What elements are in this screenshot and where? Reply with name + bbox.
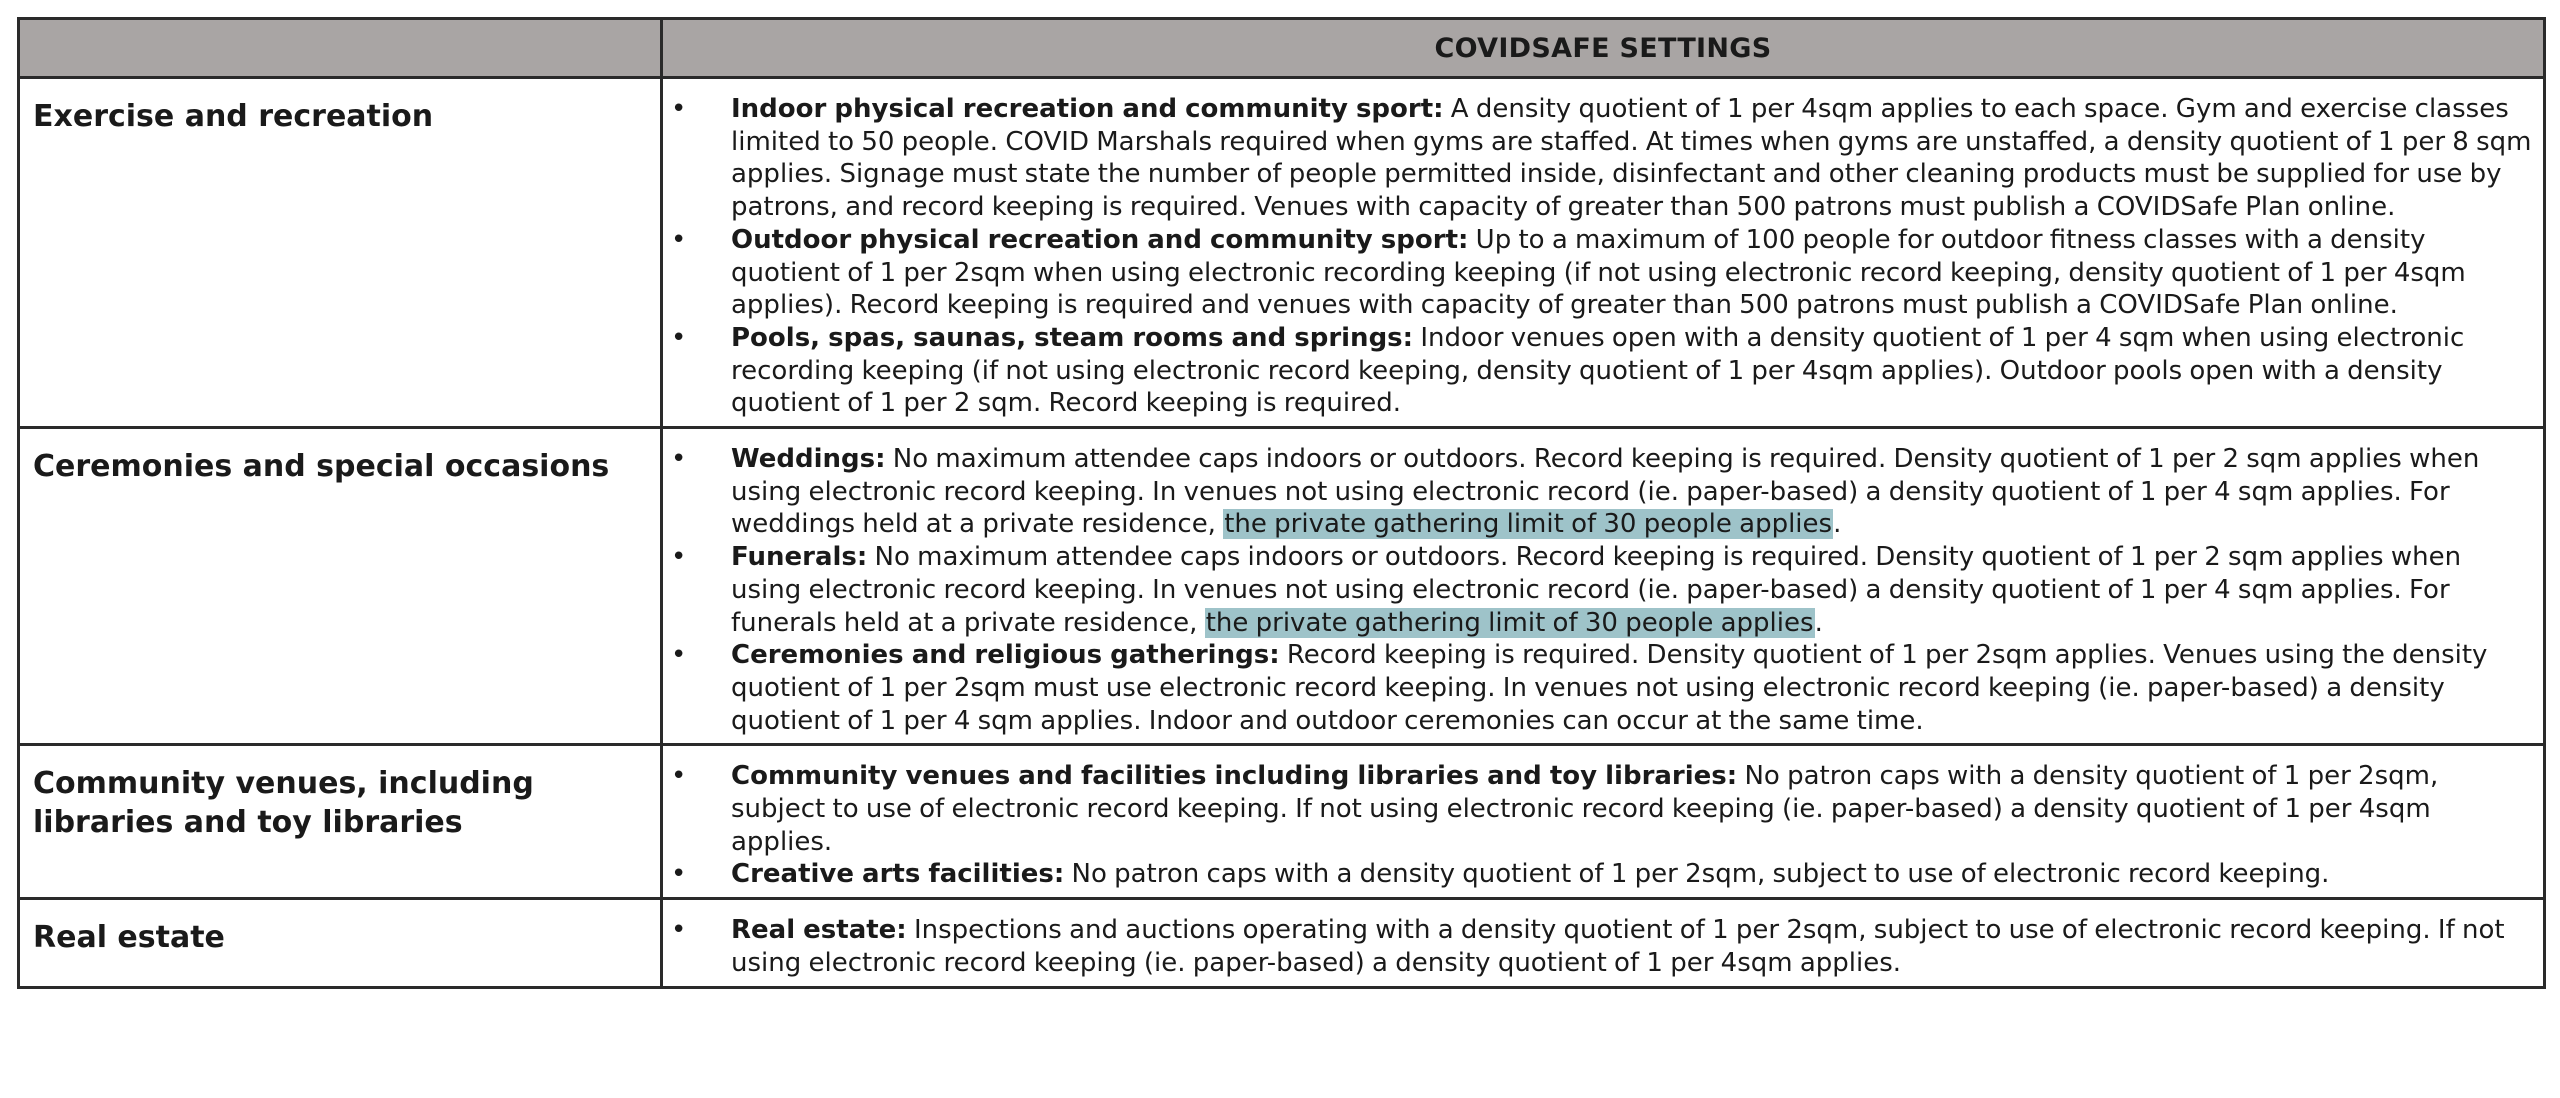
item-heading: Real estate: (731, 915, 907, 946)
item-heading: Indoor physical recreation and community sport: (731, 94, 1444, 124)
settings-document (17, 17, 2543, 989)
list-item (663, 914, 2533, 979)
item-text: No patron caps with a density quotient of 1 per 2sqm, subject to use of electronic record keeping. If not using electronic record keeping (ie. paper-based) a density quotient of 1 per 4sqm applies. (731, 761, 2439, 857)
bullet-icon: • (671, 640, 687, 671)
settings-cell (662, 745, 2545, 899)
bullet-icon: • (671, 444, 687, 475)
item-heading: Outdoor physical recreation and community sport: (731, 224, 1469, 255)
list-item (663, 224, 2533, 322)
table-header-row (19, 19, 2545, 78)
list-item (663, 541, 2533, 639)
list-item (663, 639, 2533, 737)
covidsafe-settings-table (17, 17, 2546, 989)
settings-list (663, 760, 2533, 891)
category-label: Ceremonies and special occasions (19, 428, 662, 745)
item-text: No maximum attendee caps indoors or outdoors. Record keeping is required. Density quotient of 1 per 2 sqm applies when using electronic record keeping. In venues not using electronic record (ie. paper-based) a density quotient of 1 per 4 sqm applies. For funerals held at a private residence, (731, 542, 2462, 638)
item-text: No maximum attendee caps indoors or outdoors. Record keeping is required. Density quotient of 1 per 2 sqm applies when using electronic record keeping. In venues not using electronic record (ie. paper-based) a density quotient of 1 per 4 sqm applies. For weddings held at a private residence, (731, 444, 2480, 540)
bullet-icon: • (671, 224, 687, 255)
table-title: COVIDSAFE SETTINGS (662, 19, 2545, 78)
item-text: No patron caps with a density quotient of 1 per 2sqm, subject to use of electronic record keeping. (1064, 859, 2330, 890)
item-heading: Funerals: (731, 542, 868, 573)
category-label: Exercise and recreation (19, 78, 662, 428)
bullet-icon: • (671, 542, 687, 573)
header-empty-cell (19, 19, 662, 78)
list-item (663, 322, 2533, 420)
settings-list (663, 93, 2533, 420)
table-row (19, 745, 2545, 899)
table-row (19, 428, 2545, 745)
settings-list (663, 443, 2533, 737)
highlighted-text: the private gathering limit of 30 people applies (1205, 607, 1814, 638)
item-text: Inspections and auctions operating with a density quotient of 1 per 2sqm, subject to use of electronic record keeping. If not using electronic record keeping (ie. paper-based) a density quotient of 1 per 4sqm applies. (731, 915, 2505, 978)
list-item (663, 760, 2533, 858)
item-text-end: . (1814, 607, 1823, 638)
list-item (663, 858, 2533, 891)
list-item (663, 93, 2533, 224)
bullet-icon: • (671, 859, 687, 890)
category-label: Community venues, including libraries and toy libraries (19, 745, 662, 899)
item-heading: Weddings: (731, 444, 886, 475)
item-heading: Pools, spas, saunas, steam rooms and springs: (731, 322, 1414, 353)
item-text: Up to a maximum of 100 people for outdoor fitness classes with a density quotient of 1 per 2sqm when using electronic recording keeping (if not using electronic record keeping, density quotient of 1 per 4sqm applies). Record keeping is required and venues with capacity of greater than 500 patrons must publish a COVIDSafe Plan online. (731, 224, 2466, 321)
list-item (663, 443, 2533, 541)
bullet-icon: • (671, 94, 687, 124)
item-text: Indoor venues open with a density quotient of 1 per 4 sqm when using electronic recording keeping (if not using electronic record keeping, density quotient of 1 per 4sqm applies). Outdoor pools open with a density quotient of 1 per 2 sqm. Record keeping is required. (731, 322, 2465, 419)
bullet-icon: • (671, 761, 687, 792)
category-label: Real estate (19, 899, 662, 987)
item-text: Record keeping is required. Density quotient of 1 per 2sqm applies. Venues using the density quotient of 1 per 2sqm must use electronic record keeping. In venues not using electronic record keeping (ie. paper-based) a density quotient of 1 per 4 sqm applies. Indoor and outdoor ceremonies can occur at the same time. (731, 640, 2488, 736)
settings-cell (662, 899, 2545, 987)
item-text: A density quotient of 1 per 4sqm applies to each space. Gym and exercise classes limited to 50 people. COVID Marshals required when gyms are staffed. At times when gyms are unstaffed, a density quotient of 1 per 8 sqm applies. Signage must state the number of people permitted inside, disinfectant and other cleaning products must be supplied for use by patrons, and record keeping is required. Venues with capacity of greater than 500 patrons must publish a COVIDSafe Plan online. (731, 94, 2532, 223)
bullet-icon: • (671, 322, 687, 353)
settings-list (663, 914, 2533, 979)
item-heading: Creative arts facilities: (731, 859, 1065, 890)
settings-cell (662, 428, 2545, 745)
item-heading: Community venues and facilities including libraries and toy libraries: (731, 761, 1738, 792)
bullet-icon: • (671, 915, 687, 946)
highlighted-text: the private gathering limit of 30 people applies (1224, 509, 1833, 540)
table-row (19, 899, 2545, 987)
item-heading: Ceremonies and religious gatherings: (731, 640, 1280, 671)
table-row (19, 78, 2545, 428)
item-text-end: . (1833, 509, 1842, 540)
settings-cell (662, 78, 2545, 428)
